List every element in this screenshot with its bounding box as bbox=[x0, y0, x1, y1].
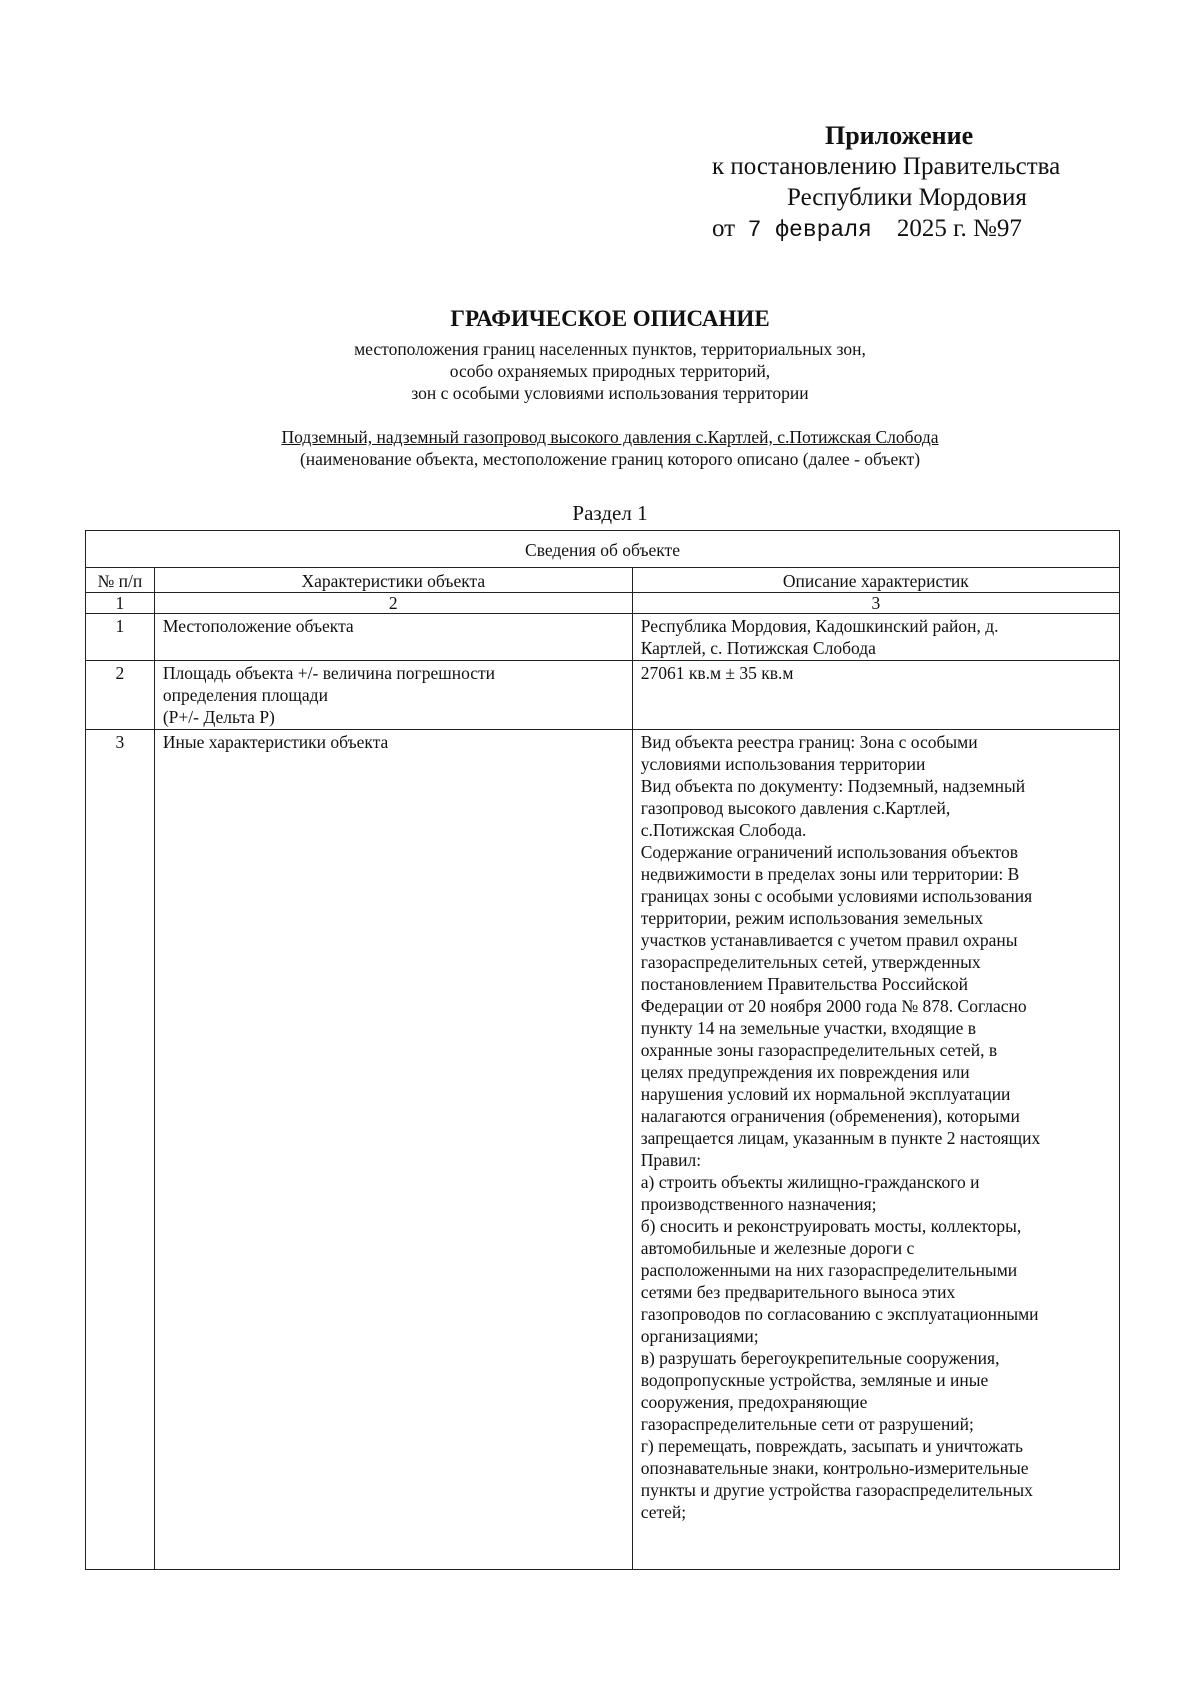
table-index-row bbox=[86, 593, 1120, 614]
description-line: водопропускные устройства, земляные и иные bbox=[640, 1370, 989, 1390]
object-name-block bbox=[0, 426, 1200, 470]
row-description bbox=[632, 661, 1119, 730]
table-header-row bbox=[86, 568, 1120, 593]
description-line: Содержание ограничений использования объектов bbox=[640, 842, 1018, 862]
description-line: в) разрушать берегоукрепительные сооружения, bbox=[640, 1348, 1000, 1368]
description-line: охранные зоны газораспределительных сетей, в bbox=[640, 1040, 998, 1060]
row-description bbox=[632, 730, 1119, 1570]
description-line: пункты и другие устройства газораспределительных bbox=[640, 1480, 1033, 1500]
description-line: расположенными на них газораспределительными bbox=[640, 1260, 1018, 1280]
description-line: недвижимости в пределах зоны или территории: В bbox=[640, 864, 1020, 884]
header-number: № п/п bbox=[86, 568, 155, 593]
row-number: 2 bbox=[86, 661, 155, 730]
table-row bbox=[86, 730, 1120, 1570]
description-line: газопроводов по согласованию с эксплуатационными bbox=[640, 1304, 1039, 1324]
description-line: Федерации от 20 ноября 2000 года № 878. Согласно bbox=[640, 996, 1027, 1016]
index-cell: 2 bbox=[154, 593, 632, 614]
appendix-date-prefix: от bbox=[712, 215, 736, 242]
description-line: целях предупреждения их повреждения или bbox=[640, 1062, 970, 1082]
description-line: сооружения, предохраняющие bbox=[640, 1392, 868, 1412]
description-line: Правил: bbox=[640, 1150, 702, 1170]
table-row bbox=[86, 661, 1120, 730]
description-line: опознавательные знаки, контрольно-измерительные bbox=[640, 1458, 1029, 1478]
description-line: б) сносить и реконструировать мосты, коллекторы, bbox=[640, 1216, 1022, 1236]
description-line: сетей; bbox=[640, 1502, 687, 1522]
description-line: условиями использования территории bbox=[640, 754, 926, 774]
description-line: запрещается лицам, указанным в пункте 2 настоящих bbox=[640, 1128, 1041, 1148]
object-name: Подземный, надземный газопровод высокого давления с.Картлей, с.Потижская Слобода bbox=[281, 427, 939, 447]
description-line: налагаются ограничения (обременения), которыми bbox=[640, 1106, 1020, 1126]
document-subtitle bbox=[0, 338, 1200, 404]
description-line: с.Потижская Слобода. bbox=[640, 820, 807, 840]
appendix-date-line bbox=[700, 213, 1120, 246]
table-caption: Сведения об объекте bbox=[86, 531, 1120, 568]
header-characteristics: Характеристики объекта bbox=[154, 568, 632, 593]
description-line: Вид объекта по документу: Подземный, надземный bbox=[640, 776, 1026, 796]
appendix-year-number: 2025 г. №97 bbox=[896, 215, 1022, 242]
appendix-title: Приложение bbox=[825, 121, 974, 150]
document-title: ГРАФИЧЕСКОЕ ОПИСАНИЕ bbox=[450, 306, 770, 331]
description-line: а) строить объекты жилищно-гражданского и bbox=[640, 1172, 980, 1192]
description-line: производственного назначения; bbox=[640, 1194, 877, 1214]
row-number: 1 bbox=[86, 614, 155, 661]
object-info-table bbox=[85, 530, 1120, 1570]
characteristic-line: (Р+/- Дельта Р) bbox=[162, 707, 275, 727]
table-caption-row bbox=[86, 531, 1120, 568]
appendix-header bbox=[700, 120, 1120, 246]
subtitle-line: местоположения границ населенных пунктов, территориальных зон, bbox=[354, 339, 866, 359]
description-line: сетями без предварительного выноса этих bbox=[640, 1282, 956, 1302]
index-cell: 3 bbox=[632, 593, 1119, 614]
description-line: постановлением Правительства Российской bbox=[640, 974, 969, 994]
description-line: газораспределительные сети от разрушений; bbox=[640, 1414, 974, 1434]
table-row bbox=[86, 614, 1120, 661]
description-line: участков устанавливается с учетом правил охраны bbox=[640, 930, 1018, 950]
header-description: Описание характеристик bbox=[632, 568, 1119, 593]
subtitle-line: зон с особыми условиями использования территории bbox=[411, 383, 809, 403]
row-number: 3 bbox=[86, 730, 155, 1570]
description-line: пункту 14 на земельные участки, входящие в bbox=[640, 1018, 977, 1038]
row-characteristic: Иные характеристики объекта bbox=[154, 730, 632, 1570]
characteristic-line: определения площади bbox=[162, 685, 328, 705]
description-line: организациями; bbox=[640, 1326, 759, 1346]
description-line: газопровод высокого давления с.Картлей, bbox=[640, 798, 951, 818]
description-line: Республика Мордовия, Кадошкинский район, д. bbox=[640, 616, 999, 636]
description-line: нарушения условий их нормальной эксплуатации bbox=[640, 1084, 1011, 1104]
description-line: территории, режим использования земельных bbox=[640, 908, 984, 928]
section-title: Раздел 1 bbox=[572, 501, 648, 525]
description-line: Картлей, с. Потижская Слобода bbox=[640, 638, 876, 658]
appendix-date: 7 февраля bbox=[747, 217, 872, 243]
row-characteristic: Местоположение объекта bbox=[154, 614, 632, 661]
description-line: автомобильные и железные дороги с bbox=[640, 1238, 915, 1258]
description-line: 27061 кв.м ± 35 кв.м bbox=[640, 663, 794, 683]
subtitle-line: особо охраняемых природных территорий, bbox=[449, 361, 771, 381]
characteristic-line: Площадь объекта +/- величина погрешности bbox=[162, 663, 496, 683]
description-line: г) перемещать, повреждать, засыпать и уничтожать bbox=[640, 1436, 1024, 1456]
description-line: Вид объекта реестра границ: Зона с особыми bbox=[640, 732, 978, 752]
object-name-note: (наименование объекта, местоположение границ которого описано (далее - объект) bbox=[299, 449, 921, 469]
appendix-line-2: Республики Мордовия bbox=[787, 184, 1027, 211]
row-characteristic bbox=[154, 661, 632, 730]
description-line: газораспределительных сетей, утвержденных bbox=[640, 952, 981, 972]
index-cell: 1 bbox=[86, 593, 155, 614]
row-description bbox=[632, 614, 1119, 661]
appendix-line-1: к постановлению Правительства bbox=[712, 153, 1061, 180]
description-line: границах зоны с особыми условиями использования bbox=[640, 886, 1033, 906]
